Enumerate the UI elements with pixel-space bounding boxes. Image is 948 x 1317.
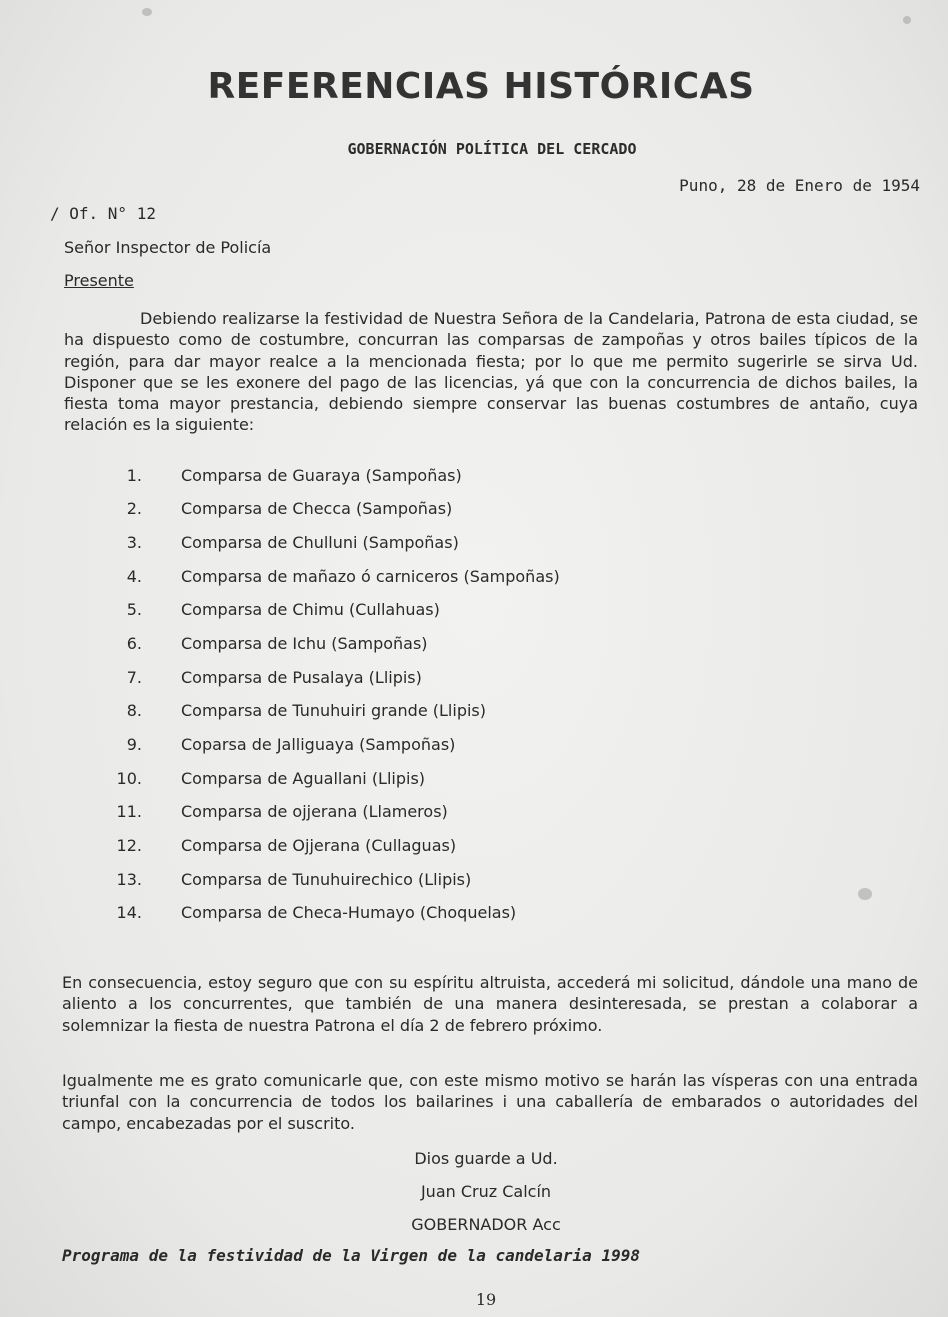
paper-speck [858, 888, 872, 900]
list-item-name: Comparsa de Ojjerana (Cullaguas) [181, 836, 457, 855]
list-item-number: 12. [116, 836, 142, 855]
letter-addressee: Señor Inspector de Policía [64, 238, 272, 257]
list-item-name: Comparsa de mañazo ó carniceros (Sampoñas) [181, 567, 560, 586]
list-item-number: 6. [126, 634, 142, 653]
list-item-name: Comparsa de Ichu (Sampoñas) [181, 634, 428, 653]
list-item-number: 4. [126, 567, 142, 586]
list-item-number: 5. [126, 600, 142, 619]
list-item-number: 8. [126, 701, 142, 720]
list-item-name: Comparsa de Checca (Sampoñas) [181, 499, 453, 518]
list-item-name: Comparsa de ojjerana (Llameros) [181, 802, 448, 821]
list-item-name: Comparsa de Tunuhuiri grande (Llipis) [181, 701, 486, 720]
list-item-name: Comparsa de Guaraya (Sampoñas) [181, 466, 462, 485]
list-item-number: 7. [126, 668, 142, 687]
signer-title: GOBERNADOR Acc [411, 1215, 561, 1234]
list-item-name: Comparsa de Checa-Humayo (Choquelas) [181, 903, 517, 922]
body-paragraph-2: En consecuencia, estoy seguro que con su espíritu altruista, accederá mi solicitud, dándole una mano de aliento a los concurrentes, que también de una manera desinteresada, se prestan a colaborar a solemnizar la fiesta de nuestra Patrona el día 2 de febrero próximo. [62, 973, 918, 1035]
page-number: 19 [475, 1290, 497, 1309]
paper-speck [142, 8, 152, 16]
list-item-name: Comparsa de Aguallani (Llipis) [181, 769, 426, 788]
list-item-number: 13. [116, 870, 142, 889]
list-item-name: Coparsa de Jalliguaya (Sampoñas) [181, 735, 456, 754]
body-paragraph-3: Igualmente me es grato comunicarle que, con este mismo motivo se harán las vísperas con una entrada triunfal con la concurrencia de todos los bailarines i una caballería de embarados o autoridades del campo, encabezadas por el suscrito. [62, 1071, 918, 1133]
subtitle: GOBERNACIÓN POLÍTICA DEL CERCADO [347, 140, 637, 158]
list-item-number: 9. [126, 735, 142, 754]
letter-reference: / Of. N° 12 [50, 204, 156, 223]
letter-greeting: Presente [64, 271, 134, 290]
list-item-number: 14. [116, 903, 142, 922]
list-item-name: Comparsa de Pusalaya (Llipis) [181, 668, 422, 687]
paper-speck [903, 16, 911, 24]
signer-name: Juan Cruz Calcín [420, 1182, 552, 1201]
list-item-name: Comparsa de Chimu (Cullahuas) [181, 600, 440, 619]
list-item-name: Comparsa de Tunuhuirechico (Llipis) [181, 870, 472, 889]
reference-text: Of. N° 12 [69, 204, 156, 223]
list-item-number: 11. [116, 802, 142, 821]
list-item-number: 3. [126, 533, 142, 552]
closing-line: Dios guarde a Ud. [414, 1149, 558, 1168]
list-item-name: Comparsa de Chulluni (Sampoñas) [181, 533, 459, 552]
footer-caption: Programa de la festividad de la Virgen de la candelaria 1998 [62, 1246, 640, 1265]
page-title: REFERENCIAS HISTÓRICAS [207, 66, 755, 107]
list-item-number: 1. [126, 466, 142, 485]
letter-date: Puno, 28 de Enero de 1954 [679, 176, 920, 195]
list-item-number: 2. [126, 499, 142, 518]
list-item-number: 10. [116, 769, 142, 788]
intro-paragraph: Debiendo realizarse la festividad de Nuestra Señora de la Candelaria, Patrona de esta ciudad, se ha dispuesto como de costumbre, concurran las comparsas de zampoñas y otros bailes típicos de la región, para dar mayor realce a la mencionada fiesta; por lo que me permito sugerirle se sirva Ud. Disponer que se les exonere del pago de las licencias, yá que con la concurrencia de dichos bailes, la fiesta toma mayor prestancia, debiendo siempre conservar las buenas costumbres de antaño, cuya relación es la siguiente: [64, 309, 918, 435]
